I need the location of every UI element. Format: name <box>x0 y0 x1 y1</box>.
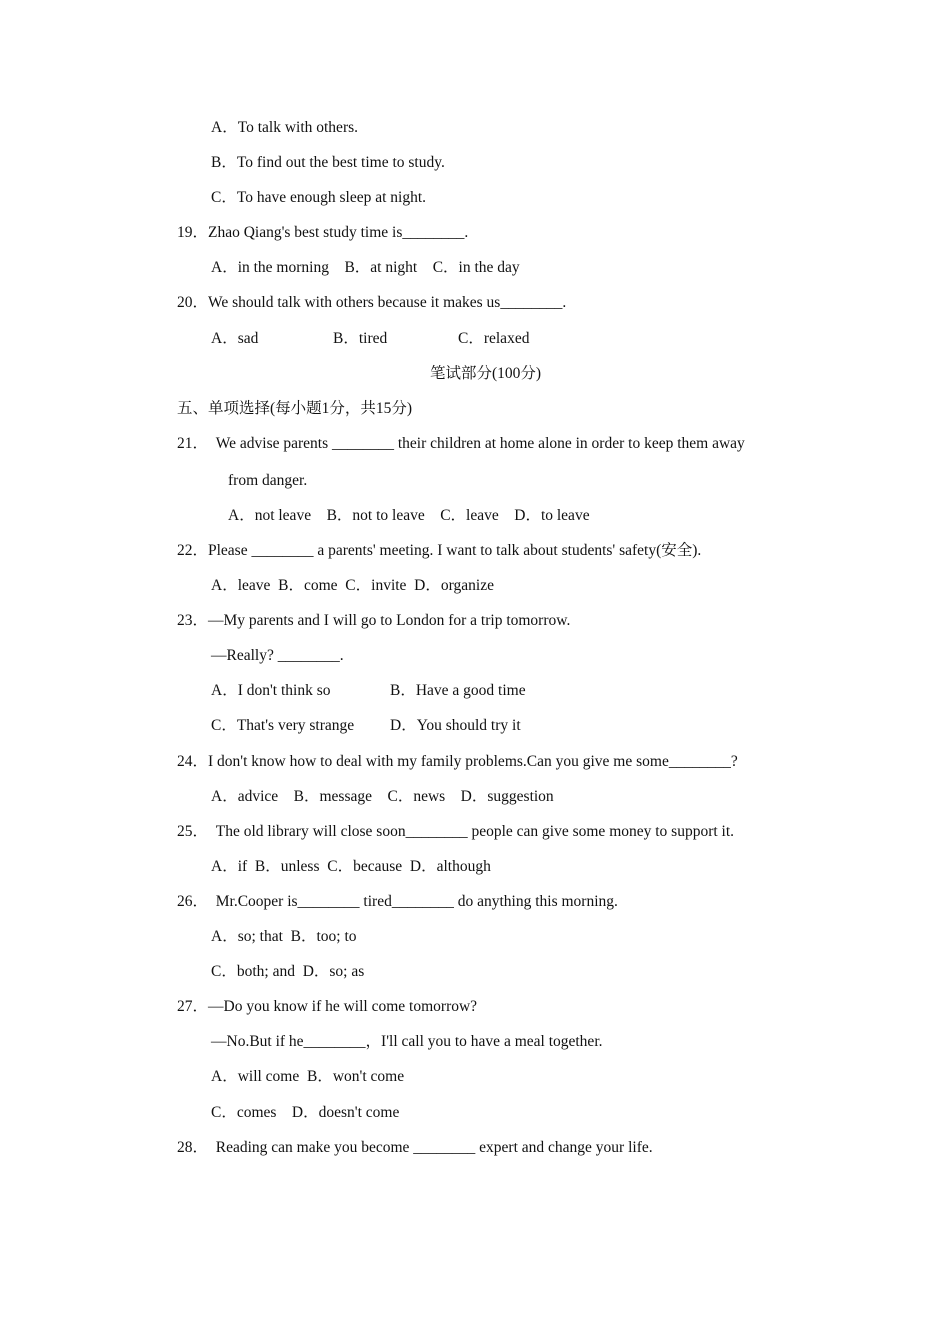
q23-option-d: D．You should try it <box>390 717 521 734</box>
q26-options-line2: C．both; and D．so; as <box>211 963 365 980</box>
q20-option-a: A．sad <box>211 330 259 347</box>
q25-options: A．if B．unless C．because D．although <box>211 858 491 875</box>
q20-option-c: C．relaxed <box>458 330 530 347</box>
q19-options: A．in the morning B．at night C．in the day <box>211 259 520 276</box>
q23-option-a: A．I don't think so <box>211 682 331 699</box>
q20-stem: 20．We should talk with others because it makes us________. <box>177 294 567 311</box>
q27-stem: 27．—Do you know if he will come tomorrow? <box>177 998 478 1015</box>
q28-stem: 28． Reading can make you become ________ expert and change your life. <box>177 1139 653 1156</box>
q26-stem: 26． Mr.Cooper is________ tired________ do anything this morning. <box>177 893 618 910</box>
q19-stem: 19．Zhao Qiang's best study time is________. <box>177 224 469 241</box>
q21-stem-line2: from danger. <box>228 472 308 489</box>
q21-options: A．not leave B．not to leave C．leave D．to leave <box>228 507 590 524</box>
q23-reply: —Really? ________. <box>211 647 344 664</box>
q21-stem-line1: 21． We advise parents ________ their children at home alone in order to keep them away <box>177 435 745 452</box>
q27-options-line2: C．comes D．doesn't come <box>211 1104 400 1121</box>
q24-stem: 24．I don't know how to deal with my family problems.Can you give me some________? <box>177 753 738 770</box>
written-section-title: 笔试部分(100分) <box>430 365 542 382</box>
q27-options-line1: A．will come B．won't come <box>211 1068 405 1085</box>
q23-option-c: C．That's very strange <box>211 717 355 734</box>
q24-options: A．advice B．message C．news D．suggestion <box>211 788 554 805</box>
q23-option-b: B．Have a good time <box>390 682 526 699</box>
part-heading: 五、单项选择(每小题1分，共15分) <box>177 400 413 417</box>
q20-option-b: B．tired <box>333 330 388 347</box>
q26-options-line1: A．so; that B．too; to <box>211 928 357 945</box>
q22-options: A．leave B．come C．invite D．organize <box>211 577 494 594</box>
q23-stem: 23．—My parents and I will go to London for a trip tomorrow. <box>177 612 571 629</box>
q18-option-b: B．To find out the best time to study. <box>211 154 445 171</box>
q18-option-c: C．To have enough sleep at night. <box>211 189 427 206</box>
q18-option-a: A．To talk with others. <box>211 119 359 136</box>
q27-reply: —No.But if he________，I'll call you to have a meal together. <box>211 1033 603 1050</box>
q22-stem: 22．Please ________ a parents' meeting. I want to talk about students' safety(安全). <box>177 542 702 559</box>
q25-stem: 25． The old library will close soon________ people can give some money to support it. <box>177 823 735 840</box>
